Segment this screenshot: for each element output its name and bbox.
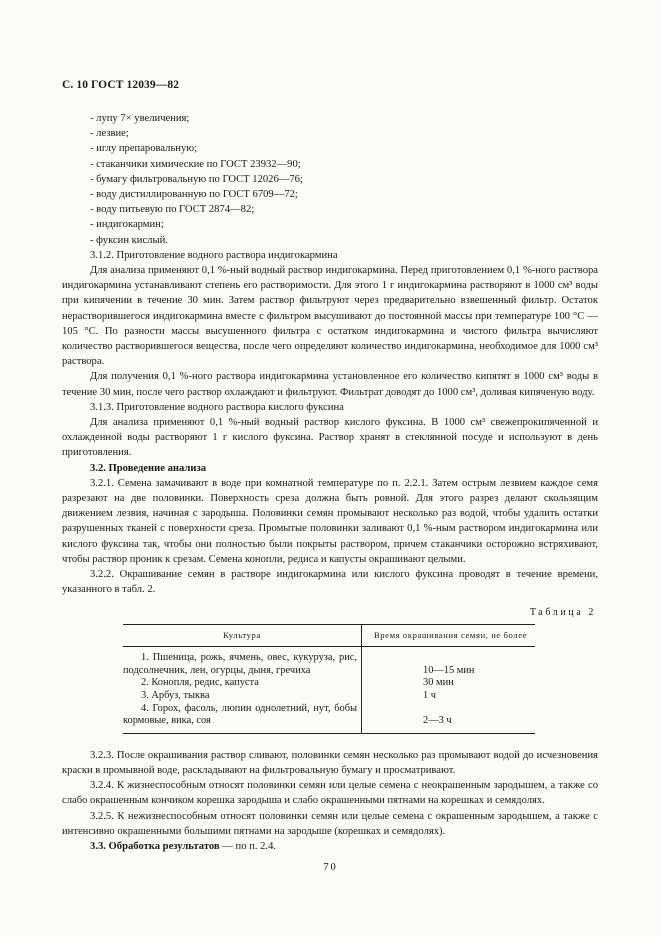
time-cell: 1 ч [423, 690, 437, 702]
paragraph: Для анализа применяют 0,1 %-ный водный раствор кислого фуксина. В 1000 см³ свежепрокипяченной и охлажденной воды растворяют 1 г кислого фуксина. Раствор хранят в стеклянной посуде и используют в день приготовления. [62, 417, 598, 459]
list-item: - лупу 7× увеличения; [90, 113, 190, 124]
time-cell: 10—15 мин [423, 664, 475, 676]
table-row [123, 703, 535, 734]
paragraph: 3.2.2. Окрашивание семян в растворе индигокармина или кислого фуксина проводят в течение времени, указанного в табл. 2. [62, 569, 598, 596]
paragraph: 3.2.3. После окрашивания раствор сливают, половинки семян несколько раз промывают водой до исчезновения краски в промывной воде, раскладывают на фильтровальную бумагу и просматривают. [62, 749, 598, 777]
list-item: - бумагу фильтровальную по ГОСТ 12026—76; [90, 173, 303, 185]
list-item: - стаканчики химические по ГОСТ 23932—90; [90, 158, 301, 170]
page-number: 70 [323, 862, 338, 873]
section-title-3-1-3: 3.1.3. Приготовление водного раствора кислого фуксина [90, 401, 344, 413]
section-title-3-3: 3.3. Обработка результатов [90, 841, 220, 853]
page-header: С. 10 ГОСТ 12039—82 [62, 79, 180, 91]
column-header-crop: Культура [123, 624, 362, 647]
list-item: - фуксин кислый. [90, 234, 168, 246]
section-text-3-3: — по п. 2.4. [219, 841, 277, 853]
table-row [123, 690, 535, 703]
equipment-list [62, 111, 598, 248]
list-item: - лезвие; [90, 128, 129, 140]
staining-time-table [123, 624, 535, 734]
paragraph: Для получения 0,1 %-ного раствора индигокармина установленное его количество кипятят в 1000 см³ воды в течение 30 мин, после чего раствор охлаждают и фильтруют. Фильтрат доводят до 1000 см³, доливая кипяченую воду. [62, 371, 598, 398]
page-content [62, 111, 598, 854]
column-header-time: Время окрашивания семян, не более [362, 624, 536, 647]
table-row [123, 647, 535, 678]
crop-cell: 2. Конопля, редис, капуста [123, 677, 362, 690]
list-item: - воду питьевую по ГОСТ 2874—82; [90, 204, 255, 216]
list-item: - иглу препаровальную; [90, 143, 198, 155]
time-cell: 30 мин [423, 677, 454, 689]
paragraph: 3.2.1. Семена замачивают в воде при комнатной температуре по п. 2.2.1. Затем острым лезвием каждое семя разрезают на две половинки. Поверхность среза должна быть ровной. Для этого разрез делают скользящим движением лезвия, начиная с зародыша. Половинки семян промывают несколько раз водой, чтобы удалить остатки разрушенных тканей с поверхности среза. Промытые половинки заливают 0,1 %-ным раствором индигокармина или кислого фуксина так, чтобы они полностью были покрыты раствором, причем стаканчики осторожно встряхивают, чтобы раствор проник к срезам. Семена конопли, редиса и капусты окрашивают целыми. [62, 477, 598, 565]
section-title-3-2: 3.2. Проведение анализа [90, 462, 206, 474]
section-title-3-1-2: 3.1.2. Приготовление водного раствора индигокармина [90, 249, 338, 261]
table-header-row [123, 624, 535, 647]
section-3-3 [62, 839, 598, 854]
crop-cell: 4. Горох, фасоль, люпин однолетний, нут, бобы кормовые, вика, соя [123, 703, 362, 734]
time-cell: 2—3 ч [362, 703, 536, 734]
list-item: - индигокармин; [90, 219, 164, 231]
list-item: - воду дистиллированную по ГОСТ 6709—72; [90, 189, 298, 201]
crop-cell: 1. Пшеница, рожь, ячмень, овес, кукуруза, рис, подсолнечник, лен, огурцы, дыня, гречиха [123, 647, 362, 678]
paragraph: 3.2.4. К жизнеспособным относят половинки семян или целые семена с неокрашенным зародышем, а также со слабо окрашенным кончиком корешка зародыша и слабо окрашенными пятнами на корешках и семядолях. [62, 780, 598, 807]
paragraph: 3.2.5. К нежизнеспособным относят половинки семян или целые семена с окрашенным зародышем, а также с интенсивно окрашенными большими пятнами на зародыше (корешках и семядолях). [62, 810, 598, 837]
crop-cell: 3. Арбуз, тыква [123, 690, 362, 703]
table-caption: Таблица 2 [529, 606, 596, 618]
table-row [123, 677, 535, 690]
paragraph: Для анализа применяют 0,1 %-ный водный раствор индигокармина. Перед приготовлением 0,1 %-ного раствора индигокармина устанавливают степень его растворимости. Для этого 1 г индигокармина растворяют в 1000 см³ воды при кипячении в течение 30 мин. Затем раствор фильтруют через предварительно взвешенный фильтр. Остаток нерастворившегося индигокармина вместе с фильтром высушивают до постоянной массы при температуре 100 °С — 105 °С. По разности массы высушенного фильтра с остатком индигокармина и чистого фильтра вычисляют количество растворившегося вещества, после чего определяют количество индигокармина, необходимое для 1000 см³ раствора. [62, 265, 598, 368]
